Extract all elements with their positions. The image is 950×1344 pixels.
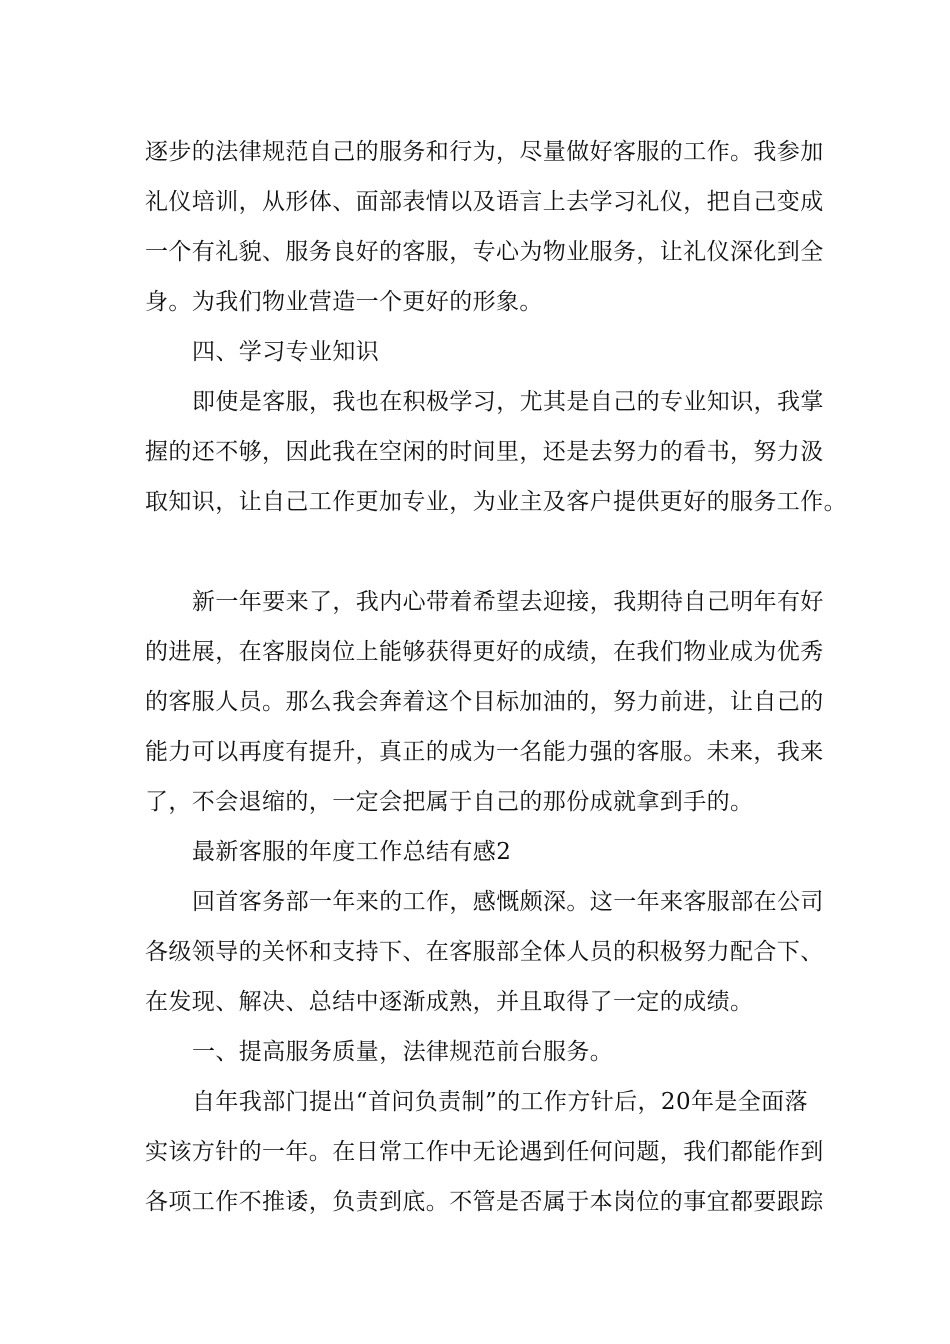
paragraph-line: 逐步的法律规范自己的服务和行为，尽量做好客服的工作。我参加 — [145, 139, 824, 165]
section-heading: 一、提高服务质量，法律规范前台服务。 — [192, 1039, 614, 1065]
paragraph-line: 的客服人员。那么我会奔着这个目标加油的，努力前进，让自己的 — [145, 689, 824, 715]
paragraph-line: 礼仪培训，从形体、面部表情以及语言上去学习礼仪，把自己变成 — [145, 189, 824, 215]
document-subtitle: 最新客服的年度工作总结有感2 — [192, 839, 512, 865]
paragraph-line: 新一年要来了，我内心带着希望去迎接，我期待自己明年有好 — [192, 589, 824, 615]
paragraph-line: 握的还不够，因此我在空闲的时间里，还是去努力的看书，努力汲 — [145, 439, 824, 465]
paragraph-line: 各项工作不推诿，负责到底。不管是否属于本岗位的事宜都要跟踪 — [145, 1189, 824, 1215]
paragraph-line: 各级领导的关怀和支持下、在客服部全体人员的积极努力配合下、 — [145, 939, 824, 965]
paragraph-line: 能力可以再度有提升，真正的成为一名能力强的客服。未来，我来 — [145, 739, 824, 765]
paragraph-line: 回首客务部一年来的工作，感慨颇深。这一年来客服部在公司 — [192, 889, 824, 915]
paragraph-line: 的进展，在客服岗位上能够获得更好的成绩，在我们物业成为优秀 — [145, 639, 824, 665]
paragraph-line: 身。为我们物业营造一个更好的形象。 — [145, 289, 543, 315]
paragraph-line: 实该方针的一年。在日常工作中无论遇到任何问题，我们都能作到 — [145, 1139, 824, 1165]
paragraph-line: 了，不会退缩的，一定会把属于自己的那份成就拿到手的。 — [145, 789, 754, 815]
section-heading: 四、学习专业知识 — [192, 339, 380, 365]
paragraph-line: 自年我部门提出“首问负责制”的工作方针后，20年是全面落 — [192, 1089, 808, 1115]
paragraph-line: 一个有礼貌、服务良好的客服，专心为物业服务，让礼仪深化到全 — [145, 239, 824, 265]
paragraph-line: 取知识，让自己工作更加专业，为业主及客户提供更好的服务工作。 — [145, 489, 847, 515]
paragraph-line: 即使是客服，我也在积极学习，尤其是自己的专业知识，我掌 — [192, 389, 824, 415]
paragraph-line: 在发现、解决、总结中逐渐成熟，并且取得了一定的成绩。 — [145, 989, 754, 1015]
